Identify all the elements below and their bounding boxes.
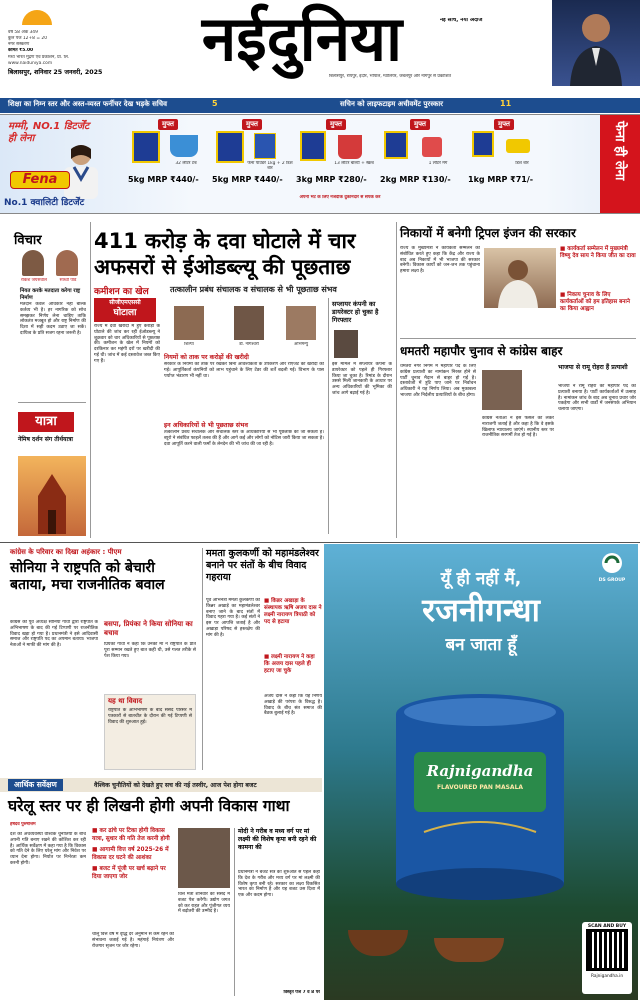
mamta-headline: ममता कुलकर्णी को महामंडलेश्वर बनाने पर संतों के बीच विवाद गहराया — [206, 548, 319, 583]
survey-side-body: प्रधानमंत्री ने बजट सत्र की शुरुआत से पहले कहा कि देश के गरीब और मध्य वर्ग पर मां लक्ष्मी की विशेष कृपा बनी रहे। सरकार का लक्ष्य विकसित भारत का निर्माण है और यह बजट उस दिशा में एक और कदम होगा। — [238, 870, 320, 899]
fena-pack-icon — [216, 131, 244, 163]
triple-bullet-text: निकाय चुनाव के लिए कार्यकर्ताओं को हम इतिहास बनाने का किया आह्वान — [560, 292, 630, 312]
person-name: राकेश जयसवाल — [20, 278, 47, 283]
offer-3 — [296, 119, 376, 193]
free-badge: मुफ्त — [326, 119, 346, 130]
offer-pack: 5kg MRP ₹440/- — [212, 175, 283, 184]
free-badge: मुफ्त — [158, 119, 178, 130]
mamta-story — [206, 544, 322, 774]
mayor-body-2: कांग्रेस नेताओं ने इस फैसले को लेकर नाराजगी जताई है और कहा है कि वे इसके खिलाफ न्यायालय जाएंगे। स्थानीय स्तर पर राजनीतिक सरगर्मी तेज हो गई है। — [482, 416, 554, 439]
sonia-headline: सोनिया ने राष्ट्रपति को बेचारी बताया, मचा राजनीतिक बवाल — [10, 560, 165, 593]
temple-photo — [18, 456, 86, 536]
gift-label: फेना पाउडर 1kg + 2 डिश बार — [247, 161, 293, 172]
scan-label: SCAN AND BUY — [587, 924, 627, 929]
free-badge: मुफ्त — [494, 119, 514, 130]
divider — [400, 338, 636, 339]
mamta-body-2: अजय दास ने कहा कि यह निर्णय अखाड़े की परंपरा के विरुद्ध है। विवाद के बीच संत समाज की बैठक बुलाई गई है। — [264, 694, 322, 717]
sun-logo-icon — [20, 8, 54, 26]
survey-headline: घरेलू स्तर पर ही लिखनी होगी अपनी विकास गाथा — [8, 797, 290, 815]
free-badge: मुफ्त — [242, 119, 262, 130]
survey-bullet — [92, 847, 174, 862]
triple-headline: निकायों में बनेगी ट्रिपल इंजन की सरकार — [400, 226, 576, 240]
dispute-box — [104, 694, 196, 770]
scam-tag-top: सीजीएमएससी — [109, 299, 141, 306]
fena-side-text: फेना ही लेना — [612, 121, 627, 181]
lead-headline: 411 करोड़ के दवा घोटाले में चार अफसरों से ईओडब्ल्यू की पूछताछ — [94, 229, 356, 279]
offer-2 — [212, 119, 292, 193]
bullet-icon: ■ — [264, 598, 272, 604]
bullet-icon: ■ — [92, 866, 100, 872]
survey-bullet-text: आगामी वित्त वर्ष 2025-26 में विकास दर घटने की आशंका — [92, 847, 169, 861]
triple-body: राज्य के मुख्यमंत्री ने कार्यकर्ता सम्मेलन को संबोधित करते हुए कहा कि केंद्र और राज्य के बाद अब निकायों में भी भाजपा की सरकार बनेगी। विकास कार्यों को जन-जन तक पहुंचाना हमारा लक्ष्य है। — [400, 246, 480, 275]
gift-label: 13 लीटर बाल्टी + स्क्रब — [334, 161, 374, 166]
qr-box[interactable] — [582, 922, 632, 994]
bullet-icon: ■ — [560, 246, 568, 252]
girl-photo — [56, 141, 106, 199]
vichar-heading: विचार — [14, 233, 42, 248]
pages-line: कुल पेज 12+8 = 20 — [8, 36, 48, 41]
address-line: मध्य भारत मुद्रण एवं प्रकाशन, प्रा. लि. — [8, 55, 70, 60]
fena-logo: Fena — [10, 171, 70, 189]
mayor-body: धमतरी नगर निगम में महापौर पद के लिए कांग्रेस प्रत्याशी का नामांकन निरस्त होने से पार्टी चुनाव मैदान से बाहर हो गई है। दस्तावेजों में त्रुटि पाए जाने पर निर्वाचन अधिकारी ने यह निर्णय लिया। अब मुकाबला भाजपा और निर्दलीय प्रत्याशियों के बीच होगा। — [400, 364, 476, 398]
triple-bullet — [560, 292, 636, 313]
official-name: डी. नागेश्वरी — [239, 342, 259, 347]
survey-author: हर्षदेव पुरुषोत्तम — [10, 822, 36, 827]
lead-sub: तत्कालीन प्रबंध संचालक व संचालक से भी पूछताछ संभव — [170, 285, 337, 294]
site-label: Rajnigandha.in — [590, 974, 624, 979]
ad-line-2: रजनीगन्धा — [422, 591, 540, 629]
offer-1 — [128, 119, 208, 193]
lead-side-body: इस मामले में सप्लायर कंपनी के डायरेक्टर को पहले ही गिरफ्तार किया जा चुका है। रिमांड के दौरान उससे मिली जानकारी के आधार पर अन्य अधिकारियों की भूमिका की जांच आगे बढ़ाई गई है। — [332, 362, 392, 396]
lead-body: राज्य में दवा खरीदी में हुए करोड़ों के घोटाले की जांच कर रही ईओडब्ल्यू ने शुक्रवार को चार अधिकारियों से पूछताछ की। कमीशन के खेल में नियमों को दरकिनार कर महंगी दरों पर खरीदी की गई थी। जांच में कई दस्तावेज जब्त किए गए हैं। — [94, 324, 160, 364]
fena-pack-icon — [300, 131, 326, 161]
offer-pack: 2kg MRP ₹130/- — [380, 175, 451, 184]
price: कीमत ₹5.00 — [8, 48, 34, 53]
divider — [90, 222, 91, 538]
ds-group-label: DS GROUP — [598, 578, 626, 583]
snippet-title: नियत करके मतदाता करेगा राष्ट्र निर्माण — [20, 288, 81, 301]
lead-side-head: सप्लायर कंपनी का डायरेक्टर हो चुका है गिरफ्तार — [332, 300, 379, 324]
website: www.naiduniya.com — [8, 61, 53, 66]
fena-slogan: मम्मी, NO.1 डिटर्जेंट ही लेना — [8, 121, 90, 144]
divider — [328, 298, 329, 534]
ad-footnote: अपनी भेंट के लिए नजदीक दुकानदार से संपर्क करें — [299, 195, 381, 200]
fena-ad[interactable] — [0, 114, 640, 214]
sonia-story — [0, 544, 198, 774]
minister-photo — [178, 828, 230, 888]
triple-bullet — [560, 246, 636, 260]
gift-tub-icon — [170, 135, 198, 157]
gift-label: 1 लीटर मग — [428, 161, 448, 166]
sonia-box: बसपा, प्रियंका ने किया सोनिया का बचाव — [104, 620, 193, 637]
survey-kicker: वैश्विक चुनौतियों को देखते हुए सच की नई तस्वीर, आज पेश होगा बजट — [94, 782, 257, 789]
lead-subhead-2: इन अधिकारियों से भी पूछताछ संभव — [164, 422, 248, 429]
lead-subhead-1: नियमों को ताक पर करोड़ों की खरीदी — [164, 354, 249, 361]
fena-pack-icon — [472, 131, 494, 157]
city-date: बिलासपुर, शनिवार 25 जनवरी, 2025 — [8, 69, 103, 76]
fena-quality: No.1 क्वालिटी डिटर्जेंट — [4, 198, 85, 208]
gift-bar-icon — [506, 139, 530, 153]
offer-4 — [380, 119, 460, 193]
teaser-1-page: 5 — [212, 99, 218, 108]
divider — [396, 222, 397, 538]
year-line: वर्ष 58 अंक 349 — [8, 30, 38, 35]
bullet-icon: ■ — [560, 292, 568, 298]
masthead-title: नईदुनिया — [201, 2, 403, 75]
snippet-body: मतदान केवल अधिकार नहीं बल्कि कर्तव्य भी है। हर नागरिक को सोच समझकर निर्णय लेना चाहिए ताकि लोकतंत्र मजबूत हो और राष्ट्र निर्माण की दिशा में सही कदम उठाए जा सकें। दायित्व के प्रति सजग रहना जरूरी है। — [20, 302, 86, 336]
mayor-story — [400, 340, 636, 538]
ad-line-3: बन जाता हूँ — [445, 635, 517, 655]
mayor-body-3: भाजपा ने रामू रोहरा को महापौर पद का प्रत्याशी बनाया है। पार्टी कार्यकर्ताओं में उत्साह है। नामांकन जांच के बाद अब चुनाव प्रचार जोर पकड़ेगा और सभी वार्डों में जनसंपर्क अभियान चलाया जाएगा। — [558, 384, 636, 413]
survey-body: देश की अर्थव्यवस्था वैश्विक चुनौतियों के बीच अपनी गति बनाए रखने की कोशिश कर रही है। आर्थिक सर्वेक्षण में कहा गया है कि विकास को गति देने के लिए घरेलू मांग और निवेश पर ध्यान देना होगा। निर्यात पर निर्भरता कम करनी होगी। — [10, 832, 86, 866]
avatar — [56, 250, 78, 276]
divider — [18, 402, 86, 403]
brand-label: Rajnigandha — [426, 762, 534, 780]
offer-pack: 1kg MRP ₹71/- — [468, 175, 534, 184]
gift-label: 32 लीटर टब — [175, 161, 197, 166]
divider — [234, 828, 235, 996]
ad-line-1: यूँ ही नहीं मैं, — [440, 569, 522, 589]
official-photo — [286, 306, 316, 340]
survey-bullet — [92, 866, 174, 881]
yatra-heading: यात्रा — [18, 412, 74, 432]
survey-footer[interactable]: विस्तृत पेज 7 व 8 पर — [283, 990, 320, 995]
lead-story — [94, 218, 392, 538]
sachin-photo — [552, 0, 640, 86]
official-name: अभिमन्यु — [293, 342, 309, 347]
survey-bullets — [92, 828, 174, 928]
gift-pack-icon — [254, 133, 276, 159]
spice-bowl — [434, 938, 504, 962]
bullet-icon: ■ — [92, 847, 100, 853]
teaser-2[interactable]: सचिन को लाइफटाइम अचीवमेंट पुरस्कार — [340, 100, 443, 108]
mamta-bullet-text: लक्ष्मी नारायण ने कहा कि अजय दास पहले ही हटाए जा चुके — [264, 654, 315, 674]
edition: नगर संस्करण — [8, 42, 30, 47]
mamta-body: पूर्व अभिनेत्री ममता कुलकर्णी को किन्नर अखाड़े का महामंडलेश्वर बनाए जाने के बाद संतों में विवाद गहरा गया है। कई संतों ने इस पर आपत्ति जताई है और अखाड़ा परिषद से हस्तक्षेप की मांग की है। — [206, 598, 260, 638]
survey-tag: आर्थिक सर्वेक्षण — [8, 779, 63, 791]
divider — [202, 548, 203, 770]
divider — [0, 542, 640, 543]
lead-body-3: तत्कालीन प्रबंध संचालक और संचालक स्तर के अधिकारियों से भी पूछताछ की जा सकती है। ब्यूरो ने संबंधित फाइलें तलब की हैं और आगे कई और लोगों को नोटिस जारी किया जा सकता है। दवा आपूर्ति करने वाली फर्मों के लेनदेन की भी जांच की जा रही है। — [164, 430, 324, 447]
dispute-title: यह था विवाद — [108, 697, 143, 705]
scam-tag — [94, 298, 156, 322]
accused-photo — [334, 330, 358, 358]
person-name: साध्वी पांडे — [59, 278, 77, 283]
triple-engine-story — [400, 218, 636, 336]
avatar — [22, 250, 44, 276]
mamta-bullet — [264, 654, 322, 675]
edition-cities: बिलासपुर, रायपुर, इंदौर, भोपाल, ग्वालियर, जबलपुर और नागपुर से प्रकाशित — [328, 74, 452, 79]
survey-bullet — [92, 828, 174, 843]
offer-5 — [464, 119, 544, 193]
sonia-kicker: कांग्रेस के परिवार का दिखा अहंकार : पीएम — [10, 548, 122, 556]
mayor-headline: धमतरी महापौर चुनाव से कांग्रेस बाहर — [400, 344, 563, 358]
rajnigandha-ad[interactable] — [324, 544, 638, 1000]
left-column — [0, 216, 86, 542]
mayor-sub: भाजपा से रामू रोहरा हैं प्रत्याशी — [558, 364, 628, 371]
bullet-icon: ■ — [92, 828, 100, 834]
official-name: शिल्पा — [184, 342, 194, 347]
teaser-1[interactable]: शिक्षा का निम्न स्तर और अस्त-व्यस्त फर्नीचर देख भड़के सचिव — [8, 100, 167, 108]
dispute-body: राष्ट्रपति के अभिभाषण के बाद संसद परिसर में पत्रकारों से बातचीत के दौरान की गई टिप्पणी से विवाद की शुरुआत हुई। — [108, 708, 192, 725]
sonia-body-2: प्रियंका गांधी ने कहा कि उनकी मां ने राष्ट्रपति के प्रति पूरा सम्मान रखते हुए बात कही थी, उसे गलत तरीके से पेश किया गया। — [104, 642, 196, 659]
lead-body-2: सरकार के नियमों को ताक पर रखकर बिना आवश्यकता के उपकरण और रीएजेंट की खरीदी की गई। आपूर्तिकर्ता कंपनियों को लाभ पहुंचाने के लिए टेंडर की शर्तें बदली गईं। विभाग के पास पर्याप्त भंडारण भी नहीं था। — [164, 362, 324, 379]
survey-body-2: चालू वित्त वर्ष में वृद्धि दर अनुमान से कम रहने की संभावना जताई गई है। महंगाई नियंत्रण और रोजगार सृजन पर जोर रहेगा। — [92, 932, 174, 949]
sonia-body: कांग्रेस की पूर्व अध्यक्ष सोनिया गांधी द्वारा राष्ट्रपति के अभिभाषण के बाद की गई टिप्पणी पर राजनीतिक विवाद खड़ा हो गया है। प्रधानमंत्री ने इसे आदिवासी समाज और राष्ट्रपति पद का अपमान बताया। भाजपा नेताओं ने माफी की मांग की है। — [10, 620, 98, 649]
free-badge: मुफ्त — [410, 119, 430, 130]
pan-masala-tin — [394, 692, 566, 902]
gift-mug-icon — [422, 137, 442, 157]
gift-label: डिश बार — [515, 161, 529, 166]
survey-bullet-text: कर ढांचे पर टिका होगी विकास यात्रा, सुधार की गति तेज करनी होगी — [92, 828, 170, 842]
fena-side-strip — [600, 115, 640, 213]
masthead — [0, 0, 640, 98]
cm-photo — [484, 248, 556, 308]
official-photo — [174, 306, 204, 340]
fena-pack-icon — [132, 131, 160, 163]
triple-bullet-text: कार्यकर्ता सम्मेलन में मुख्यमंत्री विष्णु देव साय ने किया जीत का दावा — [560, 246, 636, 259]
qr-code-icon — [589, 932, 625, 968]
mamta-bullet-text: किन्नर अखाड़ा के संस्थापक ऋषि अजय दास ने लक्ष्मी नारायण त्रिपाठी को पद से हटाया — [264, 598, 322, 625]
spice-bowl — [348, 930, 408, 956]
scam-tag-main: घोटाला — [113, 308, 137, 318]
official-photo — [234, 306, 264, 340]
fena-pack-icon — [384, 131, 408, 159]
survey-body-3: वित्त मंत्री शनिवार को संसद में बजट पेश करेंगी। उद्योग जगत को कर राहत और पूंजीगत व्यय में बढ़ोतरी की उम्मीद है। — [178, 892, 230, 915]
offer-pack: 3kg MRP ₹280/- — [296, 175, 367, 184]
teaser-bar — [0, 98, 640, 113]
mamta-bullet — [264, 598, 322, 626]
survey-bullet-text: बजट में पूंजी पर खर्च बढ़ाने पर दिया जाएगा जोर — [92, 866, 166, 880]
yatra-caption: नेमिष दर्शन संग तीर्थयात्रा — [18, 436, 73, 443]
candidate-photo — [482, 370, 522, 410]
lead-kicker: कमीशन का खेल — [94, 287, 149, 297]
teaser-2-page: 11 — [500, 99, 512, 108]
offer-pack: 5kg MRP ₹440/- — [128, 175, 199, 184]
survey-bar — [0, 778, 322, 792]
bullet-icon: ■ — [264, 654, 272, 660]
gift-bucket-icon — [338, 135, 362, 159]
product-label: FLAVOURED PAN MASALA — [436, 784, 524, 791]
survey-side-head: मोदी ने गरीब व मध्य वर्ग पर मां लक्ष्मी की विशेष कृपा बनी रहने की कामना की — [238, 828, 317, 851]
masthead-tagline: नई सोच, नया अंदाज — [440, 18, 483, 23]
